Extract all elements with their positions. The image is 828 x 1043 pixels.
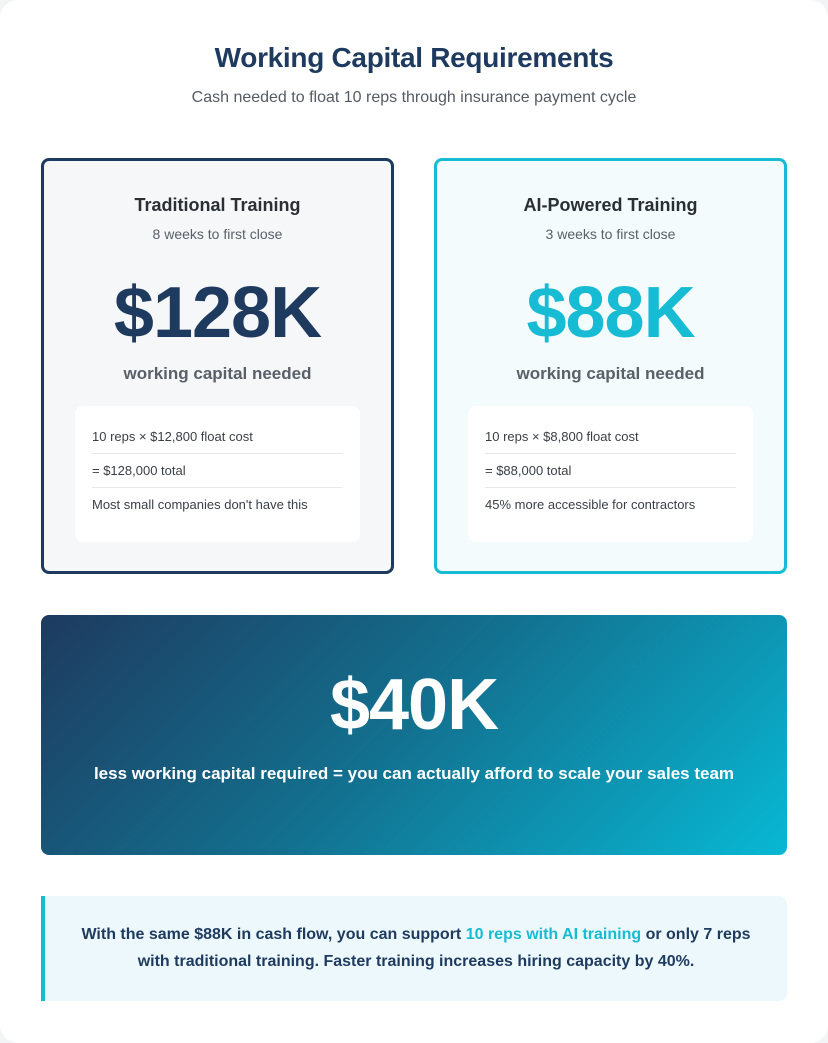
- card-title: AI-Powered Training: [523, 195, 698, 215]
- list-item: 10 reps × $8,800 float cost: [485, 420, 736, 454]
- page-subtitle: Cash needed to float 10 reps through insurance payment cycle: [191, 89, 637, 106]
- list-item: = $128,000 total: [92, 454, 343, 488]
- list-item: 45% more accessible for contractors: [485, 497, 696, 512]
- page-title: Working Capital Requirements: [214, 42, 614, 73]
- card-subtitle: 3 weeks to first close: [545, 226, 676, 242]
- card-amount: $88K: [526, 273, 695, 353]
- card-caption: working capital needed: [123, 364, 312, 383]
- list-item: = $88,000 total: [485, 454, 736, 488]
- savings-description: less working capital required = you can actually afford to scale your sales team: [93, 764, 735, 783]
- list-item: 10 reps × $12,800 float cost: [92, 420, 343, 454]
- capacity-note: [41, 896, 787, 1001]
- card-caption: working capital needed: [516, 364, 705, 383]
- ai-training-card: [434, 158, 787, 574]
- traditional-training-card: [41, 158, 394, 574]
- card-title: Traditional Training: [134, 195, 301, 215]
- savings-amount: $40K: [329, 665, 499, 745]
- card-subtitle: 8 weeks to first close: [152, 226, 283, 242]
- note-highlight: 10 reps with AI training: [465, 926, 642, 943]
- note-text-before: With the same $88K in cash flow, you can support: [81, 926, 466, 943]
- savings-banner: [41, 615, 787, 855]
- card-amount: $128K: [113, 273, 322, 353]
- card-breakdown-list: [468, 406, 753, 542]
- note-text-after: or only 7 reps with traditional training. Faster training increases hiring capacity by 40%.: [137, 926, 751, 970]
- card-breakdown-list: [75, 406, 360, 542]
- list-item: Most small companies don't have this: [92, 497, 308, 512]
